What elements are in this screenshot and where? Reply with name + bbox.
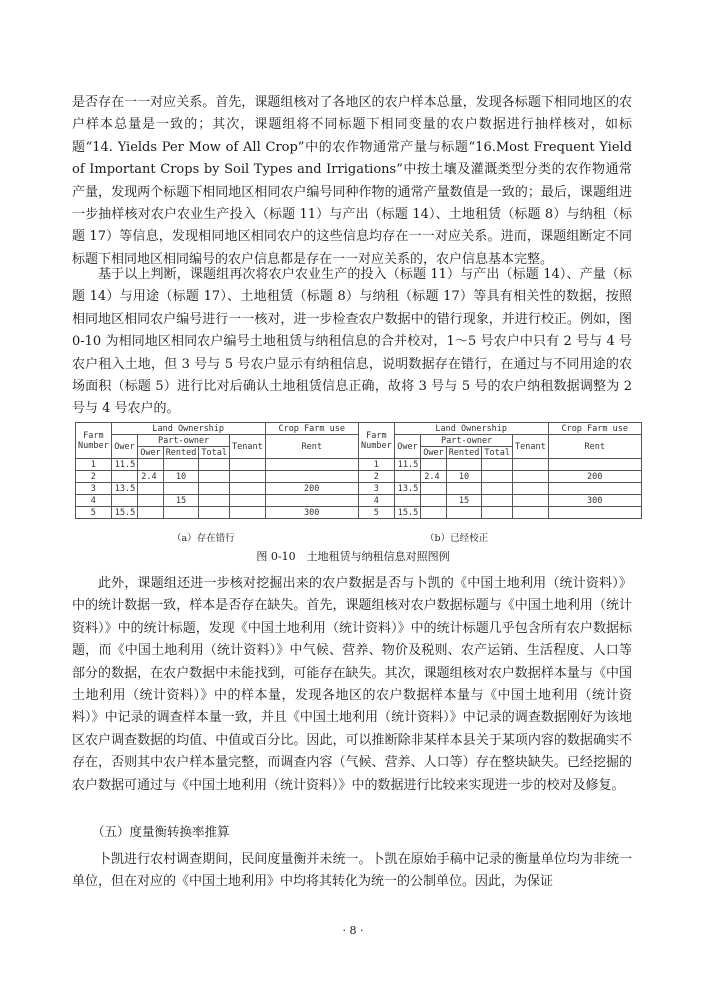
cell-total (199, 483, 230, 495)
table-row (359, 459, 642, 471)
cell-farm: 2 (76, 471, 112, 483)
cell-farm: 4 (359, 495, 395, 507)
cell-po-ower (421, 495, 446, 507)
cell-tenant (230, 471, 266, 483)
cell-ower: 15.5 (394, 507, 420, 519)
table-row (76, 459, 359, 471)
header-rented: Rented (446, 447, 482, 459)
cell-total (199, 507, 230, 519)
cell-rent (548, 483, 641, 495)
cell-rent (265, 471, 358, 483)
cell-total (482, 483, 513, 495)
cell-rented (446, 459, 482, 471)
table-row (359, 471, 642, 483)
paragraph-3: 此外，课题组还进一步核对挖掘出来的农户数据是否与卜凯的《中国土地利用（统计资料）》中的统计数据一致，样本是否存在缺失。首先，课题组核对农户数据标题与《中国土地利用（统计资料）》中的统计标题，发现《中国土地利用（统计资料）》中的统计标题几乎包含所有农户数据标题，而《中国土地利用（统计资料）》中气候、营养、物价及税则、农产运销、生活程度、人口等部分的数据，在农户数据中未能找到，可能存在缺失。其次，课题组核对农户数据样本量与《中国土地利用（统计资料）》中的样本量，发现各地区的农户数据样本量与《中国土地利用（统计资料）》中记录的调查样本量一致，并且《中国土地利用（统计资料）》中记录的调查数据刚好为该地区农户调查数据的均值、中值或百分比。因此，可以推断除非某样本县关于某项内容的数据确实不存在，否则其中农户样本量完整，而调查内容（气候、营养、人口等）存在整块缺失。已经挖掘的农户数据可通过与《中国土地利用（统计资料）》中的数据进行比较来实现进一步的校对及修复。 (72, 576, 632, 793)
page-number: · 8 · (342, 924, 364, 937)
header-rent: Rent (265, 435, 358, 459)
cell-po-ower (138, 507, 163, 519)
cell-tenant (513, 507, 549, 519)
cell-rent: 300 (265, 507, 358, 519)
cell-rented (163, 459, 199, 471)
cell-tenant (230, 507, 266, 519)
header-total: Total (482, 447, 513, 459)
cell-farm: 3 (76, 483, 112, 495)
table-row (76, 507, 359, 519)
paragraph-4: 卜凯进行农村调查期间，民间度量衡并未统一。卜凯在原始手稿中记录的衡量单位均为非统一单位，但在对应的《中国土地利用》中均将其转化为统一的公制单位。因此，为保证 (72, 852, 632, 890)
cell-ower (111, 471, 137, 483)
table-row (76, 483, 359, 495)
cell-total (482, 507, 513, 519)
cell-total (482, 495, 513, 507)
cell-po-ower (421, 483, 446, 495)
farm-table-a (75, 422, 359, 519)
cell-ower: 13.5 (394, 483, 420, 495)
section-heading: （五）度量衡转换率推算 (92, 824, 230, 839)
cell-po-ower: 2.4 (421, 471, 446, 483)
caption-a: （a）存在错行 (172, 533, 235, 544)
cell-rent: 200 (548, 471, 641, 483)
table-row (76, 495, 359, 507)
cell-tenant (513, 471, 549, 483)
paragraph-2: 基于以上判断，课题组再次将农户农业生产的投入（标题 11）与产出（标题 14）、产量（标题 14）与用途（标题 17）、土地租赁（标题 8）与纳租（标题 17）等具有相关性的数据，按照相同地区相同农户编号进行一一核对，进一步检查农户数据中的错行现象，并进行校正。例如，图 0-10 为相同地区相同农户编号土地租赁与纳租信息的合并校对，1～5 号农户中只有 2 号与 4 号农户租入土地，但 3 号与 5 号农户显示有纳租信息，说明数据存在错行，在通过与不同用途的农场面积（标题 5）进行比对后确认土地租赁信息正确，故将 3 号与 5 号的农户纳租数据调整为 2 号与 4 号农户的。 (72, 267, 632, 417)
cell-rent (548, 459, 641, 471)
cell-po-ower (138, 483, 163, 495)
header-ower: Ower (394, 435, 420, 459)
cell-rent: 300 (548, 495, 641, 507)
cell-rent (265, 459, 358, 471)
cell-tenant (513, 483, 549, 495)
cell-rented (163, 507, 199, 519)
header-rented: Rented (163, 447, 199, 459)
cell-farm: 3 (359, 483, 395, 495)
table-a (75, 422, 359, 519)
cell-tenant (513, 495, 549, 507)
farm-table-b (358, 422, 642, 519)
header-farm-number: Farm Number (76, 423, 112, 459)
header-tenant: Tenant (513, 435, 549, 459)
cell-rented (163, 483, 199, 495)
table-row (359, 495, 642, 507)
cell-farm: 5 (76, 507, 112, 519)
cell-rented (446, 483, 482, 495)
cell-ower: 13.5 (111, 483, 137, 495)
header-po-ower: Ower (421, 447, 446, 459)
cell-tenant (513, 459, 549, 471)
cell-rented: 15 (163, 495, 199, 507)
cell-rent: 200 (265, 483, 358, 495)
caption-b: （b）已经校正 (425, 533, 489, 544)
cell-rented: 10 (163, 471, 199, 483)
cell-ower: 11.5 (111, 459, 137, 471)
cell-farm: 1 (359, 459, 395, 471)
cell-tenant (230, 483, 266, 495)
cell-total (199, 471, 230, 483)
header-rent: Rent (548, 435, 641, 459)
cell-po-ower: 2.4 (138, 471, 163, 483)
cell-rented (446, 507, 482, 519)
table-row (76, 471, 359, 483)
cell-rent (265, 495, 358, 507)
paragraph-1: 是否存在一一对应关系。首先，课题组核对了各地区的农户样本总量，发现各标题下相同地区的农户样本总量是一致的；其次，课题组将不同标题下相同变量的农户数据进行抽样核对，如标题“14. Yields Per Mow of All Crop”中的农作物通常产量与标题“16.Most Frequent Yield of Important Crops by Soil Types and Irrigations”中按土壤及灌溉类型分类的农作物通常产量，发现两个标题下相同地区相同农户编号同种作物的通常产量数值是一致的；最后，课题组进一步抽样核对农户农业生产投入（标题 11）与产出（标题 14）、土地租赁（标题 8）与纳租（标题 17）等信息，发现相同地区相同农户的这些信息均存在一一对应关系。进而，课题组断定不同标题下相同地区相同编号的农户信息都是存在一一对应关系的，农户信息基本完整。 (72, 95, 632, 267)
cell-ower: 15.5 (111, 507, 137, 519)
cell-farm: 5 (359, 507, 395, 519)
header-tenant: Tenant (230, 435, 266, 459)
cell-ower (111, 495, 137, 507)
header-part-owner: Part-owner (138, 435, 230, 447)
cell-tenant (230, 495, 266, 507)
cell-tenant (230, 459, 266, 471)
cell-po-ower (138, 459, 163, 471)
cell-ower (394, 495, 420, 507)
header-crop-farm-use: Crop Farm use (265, 423, 358, 435)
cell-farm: 2 (359, 471, 395, 483)
header-ower: Ower (111, 435, 137, 459)
cell-ower: 11.5 (394, 459, 420, 471)
figure-title: 图 0-10 土地租赁与纳租信息对照图例 (256, 550, 450, 563)
cell-farm: 1 (76, 459, 112, 471)
header-part-owner: Part-owner (421, 435, 513, 447)
cell-po-ower (138, 495, 163, 507)
header-total: Total (199, 447, 230, 459)
cell-total (482, 471, 513, 483)
cell-farm: 4 (76, 495, 112, 507)
header-po-ower: Ower (138, 447, 163, 459)
cell-ower (394, 471, 420, 483)
table-row (359, 507, 642, 519)
cell-total (482, 459, 513, 471)
header-land-ownership: Land Ownership (394, 423, 548, 435)
header-farm-number: Farm Number (359, 423, 395, 459)
cell-rented: 10 (446, 471, 482, 483)
table-b (358, 422, 642, 519)
cell-total (199, 495, 230, 507)
cell-po-ower (421, 507, 446, 519)
cell-po-ower (421, 459, 446, 471)
header-crop-farm-use: Crop Farm use (548, 423, 641, 435)
cell-rented: 15 (446, 495, 482, 507)
cell-total (199, 459, 230, 471)
header-land-ownership: Land Ownership (111, 423, 265, 435)
cell-rent (548, 507, 641, 519)
table-row (359, 483, 642, 495)
